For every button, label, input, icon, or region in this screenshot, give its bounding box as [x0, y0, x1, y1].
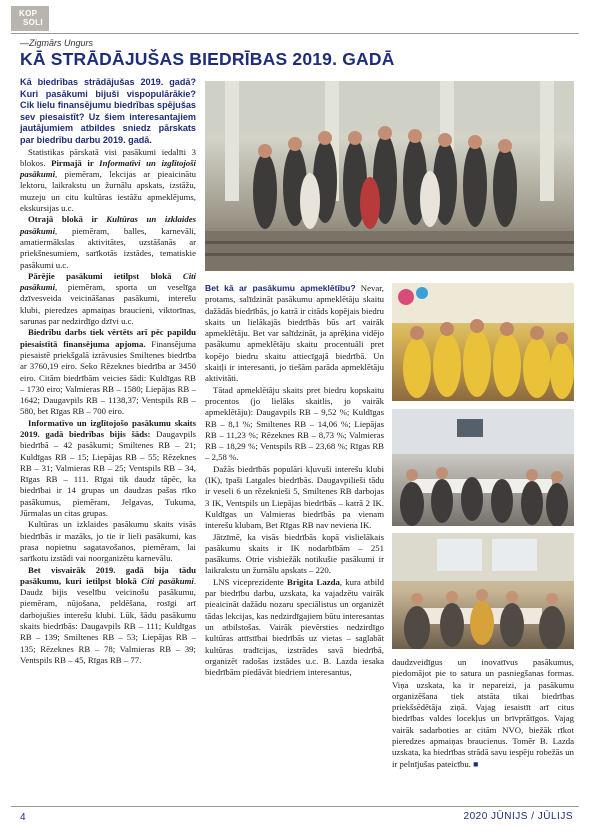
paragraph: Otrajā blokā ir Kultūras un izklaides pasākumi, piemēram, balles, karnevāli, amatiermākslas aktivitātes, uzstāšanās ar priekšnesumiem, sarīkotās izstādes, tematiskie pasākumi u.c.: [20, 214, 197, 270]
paragraph: Statistikas pārskatā visi pasākumi iedalīti 3 blokos. Pirmajā ir Informatīvi un izglītojoši pasākumi, piemēram, lekcijas ar pieaicinātu lektoru, laikrakstu un žurnālu apskats, izstāžu, muzeju un citu kultūras iestāžu apmeklējums, ekskursijas u.c.: [20, 146, 196, 214]
header-rule: [11, 33, 579, 34]
page-number: 4: [20, 812, 26, 823]
photo-meeting-room: [392, 533, 574, 649]
author-byline: —Zigmārs Ungurs: [20, 38, 94, 48]
text-column-3: [392, 657, 574, 770]
paragraph: Bet kā ar pasākumu apmeklētību? Nevar, protams, salīdzināt pasākumu apmeklētāju skaitu dažādās biedrībās, jo katrā ir citāds kopējais biedru skaits un lielākajās biedrībās būs arī vairāk apmeklētāju. Bet var salīdzināt, ja aprēķina vidējo pasākumu apmeklētāju skaitu procentuāli pret kopējo biedru skaitu attiecīgajā biedrībā. Un skaitļi ir interesanti, jo tiešām parāda apmeklētāju aktivitāti.: [205, 283, 384, 384]
lead-paragraph: Kā biedrības strādājušas 2019. gadā? Kuri pasākumi bijuši vispopulārākie? Cik lielu finansējumu biedrības spējušas sev piesaistīt? Uz šiem interesantajiem jautājumiem atbildes sniedz pārskats par biedrību darbu 2019. gadā.: [20, 77, 196, 145]
paragraph: Bet visvairāk 2019. gadā bija tādu pasākumu, kuri ietilpst blokā Citi pasākumi. Daudz bijis veselību veicinošu pasākumu, piemēram, nūjošana, peldēšana, rosīgi arī darbojušies interešu klubi. Lūk, šādu pasākumu skaits biedrībās: Daugavpils RB – 111; Kuldīgas RB – 139; Smiltenes RB – 53; Liepājas RB – 135; Rēzeknes RB – 78; Valmieras RB – 39; Ventspils RB – 45, Rīgas RB – 77.: [20, 564, 196, 665]
paragraph: Dažās biedrībās populāri kļuvuši interešu klubi (IK), īpaši Latgales biedrībās. Daugavpilieši tādu ir veseli 6 un rēzeknieši 5, Smiltenes RB darbojas 3 IK, Ventspils un Liepājas biedrībās – katrā 2 IK. Kuldīgas un Valmieras biedrībās pa vienam interešu klubam, Bet Rīgas RB nav neviena IK.: [205, 463, 384, 531]
paragraph: Jātzīmē, ka visās biedrībās kopā vislielākais pasākumu skaits ir IK nodarbībām – 251 pasākums. Otrie visbiežāk notikušie pasākumi ir laikrakstu un žurnālu apskats – 220.: [205, 531, 384, 576]
paragraph: Tātad apmeklētāju skaits pret biedru kopskaitu procentos (jo lielāks skaitlis, jo vairāk apmeklētāju): Daugavpils RB – 9,52 %; Kuldīgas RB – 8,1 %; Smiltenes RB – 14,06 %; Liepājas RB – 11,23 %; Rēzeknes RB – 8,73 %; Valmieras RB – 18,29 %; Ventspils RB – 23,68 %; Rīgas RB – 2,58 %.: [205, 384, 384, 463]
group-photo-building-steps: [205, 81, 574, 271]
paragraph: Pārējie pasākumi ietilpst blokā Citi pasākumi, piemēram, sporta un veselīga dzīvesveida veicināšanas pasākumi, interešu klubi, pieredzes apmaiņas braucieni, viktorīnas, sarunas par nedzirdīgo dzīvi u.c.: [20, 270, 196, 327]
magazine-logo: [11, 6, 49, 31]
text-column-1: [20, 77, 196, 666]
paragraph: Biedrību darbs tiek vērtēts arī pēc papildu piesaistītā finansējuma apjoma. Finansējuma piesaistē priekšgalā izrāvusies Smiltenes biedrība ar 3760,19 eiro. Seko Rēzeknes biedrība ar 3450 eiro. Citām biedrībām veicies šādi: Kuldīgas RB – 1730 eiro; Valmieras RB – 1580; Liepājas RB – 1642; Daugavpils RB – 1138,37; Ventspils RB – 580, bet Rīgas RB – 700 eiro.: [20, 327, 197, 417]
logo-line-1: KOP: [19, 9, 38, 18]
subheading-attendance: Bet kā ar pasākumu apmeklētību?: [205, 283, 356, 293]
photo-group-at-tables: [392, 409, 574, 526]
paragraph: Informatīvo un izglītojošo pasākumu skaits 2019. gadā biedrības bijis šāds: Daugavpils biedrībā – 42 pasākumi; Smiltenes RB – 21; Kuldīgas RB – 15; Liepājas RB – 55; Rēzeknes RB – 31; Valmieras RB – 25; Ventspils RB – 34, Rīgas RB – 111. Rīgai tik daudz tāpēc, ka biedrībai ir 14 grupas un daudzas pašas rīko pasākumus, piemēram, Jelgavas, Tukuma, Jūrmalas un citas grupas.: [20, 417, 196, 519]
end-mark: ■: [473, 758, 479, 769]
logo-line-2: SOLI: [23, 18, 43, 27]
group-photo-yellow-shirts: [392, 283, 574, 401]
text-column-2: [205, 283, 384, 678]
paragraph: daudzveidīgus un inovatīvus pasākumus, piedomājot pie to satura un pasniegšanas formas. Viņa uzskata, ka ir nepareizi, ja pasākumu organizēšana tiek atstāta tikai biedrības priekšsēdētāja ziņā. Vajag iesaistīt arī citus biedrības valdes locekļus un brīvprātīgos. Vajag vairāk sadarboties ar citām NVO, biežāk rīkot pieredzes apmaiņas braucienus. Tomēr B. Lazda uzskata, ka biedrības strādā savu iespēju robežās un ir pelnījušas pateicību. ■: [392, 657, 574, 769]
name-brigita-lazda: Brigita Lazda: [287, 576, 340, 587]
issue-date: 2020 JŪNIJS / JŪLIJS: [463, 811, 573, 822]
paragraph: Kultūras un izklaides pasākumu skaits visās biedrībās ir mazāks, jo tie ir lieli pasākumi, kas prasa nopietnu sagatavošanos, piemēram, lai sarīkotu izstādi vai noorganizētu karnevālu.: [20, 519, 196, 564]
footer-rule: [11, 806, 579, 807]
paragraph: LNS viceprezidente Brigita Lazda, kura atbild par biedrību darbu, uzskata, ka vajadzētu vairāk pieaicināt dažādu nozaru speciālistus un organizēt tādas lekcijas, kas nedzirdīgajiem būtu interesantas un atbilstošas. Vairāk pievērsties nedzirdīgo kultūras attīstībai biedrībās uz vietas – saglabāt kultūras tradīcijas, izstrādes savā biedrībā, organizēt radošas izstādes u.c. B. Lazda iesaka biedrībām piedāvāt biedriem interesantus,: [205, 576, 384, 678]
article-title: KĀ STRĀDĀJUŠAS BIEDRĪBAS 2019. GADĀ: [20, 49, 395, 69]
